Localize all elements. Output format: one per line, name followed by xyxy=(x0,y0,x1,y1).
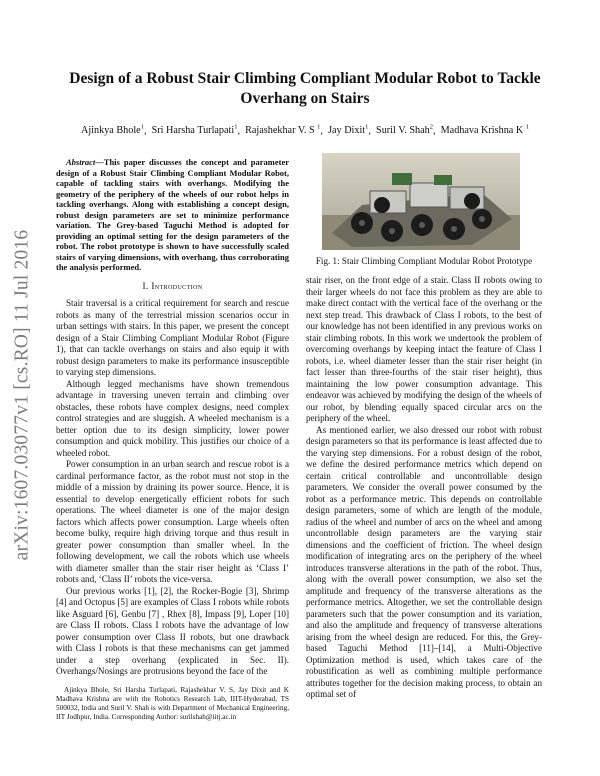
abstract xyxy=(56,157,289,273)
paragraph: Although legged mechanisms have shown tremendous advantage in traversing uneven terrain and climbing over obstacles, these robots have complex designs, need complex control strategies and are sluggish. A wheeled mechanism is a better option due to its design simplicity, lower power consumption and quick mobility. This justifies our choice of a wheeled robot. xyxy=(56,378,289,458)
author: Jay Dixit$^1$ xyxy=(328,124,369,137)
arxiv-identifier-text: arXiv:1607.03077v1 [cs.RO] 11 Jul 2016 xyxy=(11,229,32,561)
paragraph: Stair traversal is a critical requirement for search and rescue robots as many of the terrestrial mission scenarios occur in urban settings with stairs. In this paper, we present the concept design of a Stair Climbing Compliant Modular Robot (Figure 1), that can tackle overhangs on stairs and also equip it with robust design parameters to make its performance insusceptible to varying step dimensions. xyxy=(56,298,289,377)
arxiv-identifier xyxy=(2,195,42,595)
right-column xyxy=(306,275,542,701)
author: Rajashekhar V. S $^1$ xyxy=(245,124,321,137)
paper-title: Design of a Robust Stair Climbing Compliant Modular Robot to Tackle Overhang on Stairs xyxy=(69,70,541,107)
author: Suril V. Shah$^2$ xyxy=(376,124,433,137)
paragraph: stair riser, on the front edge of a stair. Class II robots owing to their larger wheels do not face this problem as they are able to make direct contact with the vertical face of the overhang or the next step tread. This drawback of Class I robots, to the best of our knowledge has not been identified in any previous works on stair climbing robots. In this work we undertook the problem of overcoming overhangs by keeping intact the feature of Class I robots, i.e. wheel diameter lesser than the stair riser height (in fact lesser than three-fourths of the stair riser height), thus maintaining the low power consumption advantage. This endeavor was achieved by modifying the design of the wheels of our robot, by blending equally spaced circular arcs on the periphery of the wheel. xyxy=(306,275,542,423)
abstract-label: Abstract xyxy=(66,157,96,167)
author: Madhava Krishna K $^1$ xyxy=(440,124,530,137)
abstract-body: —This paper discusses the concept and parameter design of a Robust Stair Climbing Compliant Modular Robot, capable of tackling stairs with overhangs. Modifying the geometry of the periphery of the wheels of our robot helps in tackling overhangs. Along with establishing a concept design, robust design parameters are set to minimize performance variation. The Grey-based Taguchi Method is adopted for providing an optimal setting for the design parameters of the robot. The robot prototype is shown to have successfully scaled stairs of varying dimensions, with overhang, thus corroborating the analysis performed. xyxy=(56,157,289,272)
paragraph: As mentioned earlier, we also dressed our robot with robust design parameters so that its performance is least affected due to the varying step dimensions. For a robust design of the robot, we define the desired performance metrics which depend on certain critical controllable and uncontrollable design parameters. We consider the overall power consumed by the robot as a performance metric. This depends on controllable design parameters, some of which are length of the module, radius of the wheel and number of arcs on the wheel and among uncontrollable design parameters are the varying stair dimensions and the coefficient of friction. The wheel design modification of integrating arcs on the periphery of the wheel introduces transverse alterations in the path of the robot. Thus, along with the overall power consumption, we also set the amplitude and frequency of the transverse alterations as the performance metrics. Altogether, we set the controllable design parameters such that the power consumption and its variation, and also the amplitude and frequency of transverse alterations arising from the wheel design are reduced. For this, the Grey-based Taguchi Method [11]–[14], a Multi-Objective Optimization method is used, which takes care of the robustification as well as combining multiple performance attributes together for the decision making process, to obtain an optimal set of xyxy=(306,424,542,699)
robot-prototype-photo xyxy=(322,153,520,250)
left-column xyxy=(56,157,289,722)
author: Sri Harsha Turlapati$^1$ xyxy=(151,124,238,137)
author: Ajinkya Bhole$^1$ xyxy=(80,124,144,137)
affiliation-footnote: Ajinkya Bhole, Sri Harsha Turlapati, Rajashekhar V. S, Jay Dixit and K Madhava Krishna are with the Robotics Research Lab, IIIT-Hyderabad, TS 500032, India and Suril V. Shah is with Department of Mechanical Engineering, IIT Jodhpur, India. Corresponding Author: surilshah@iitj.ac.in xyxy=(56,685,289,721)
robot-photo-illustration xyxy=(322,153,520,250)
figure-caption: Fig. 1: Stair Climbing Compliant Modular Robot Prototype xyxy=(315,256,533,266)
author-list: Ajinkya Bhole$^1$, Sri Harsha Turlapati$^1$, Rajashekhar V. S $^1$, Jay Dixit$^1$, Suril V. Shah$^2$, Madhava Krishna K $^1$ xyxy=(80,124,530,137)
paragraph: Our previous works [1], [2], the Rocker-Bogie [3], Shrimp [4] and Octopus [5] are examples of Class I robots while robots like Asguard [6], Genbu [7] , Rhex [8], Impass [9], Loper [10] are Class II robots. Class I robots have the advantage of low power consumption over Class II robots, but one drawback with Class I robots is that these mechanisms can get jammed under a step overhang (explicated in Sec. II). Overhangs/Nosings are protrusions beyond the face of the xyxy=(56,585,289,676)
section-heading: I. Introduction xyxy=(142,280,203,291)
paragraph: Power consumption in an urban search and rescue robot is a cardinal performance factor, as the robot must not stop in the middle of a mission by draining its power source. Hence, it is essential to develop energetically efficient robots for such operations. The wheel diameter is one of the major design factors which affects power consumption. Large wheels often become bulky, require high driving torque and thus result in greater power consumption than smaller wheel. In the following development, we call the robots which use wheels with diameter smaller than the stair riser height as ‘Class I’ robots and, ‘Class II’ robots the vice-versa. xyxy=(56,459,289,584)
